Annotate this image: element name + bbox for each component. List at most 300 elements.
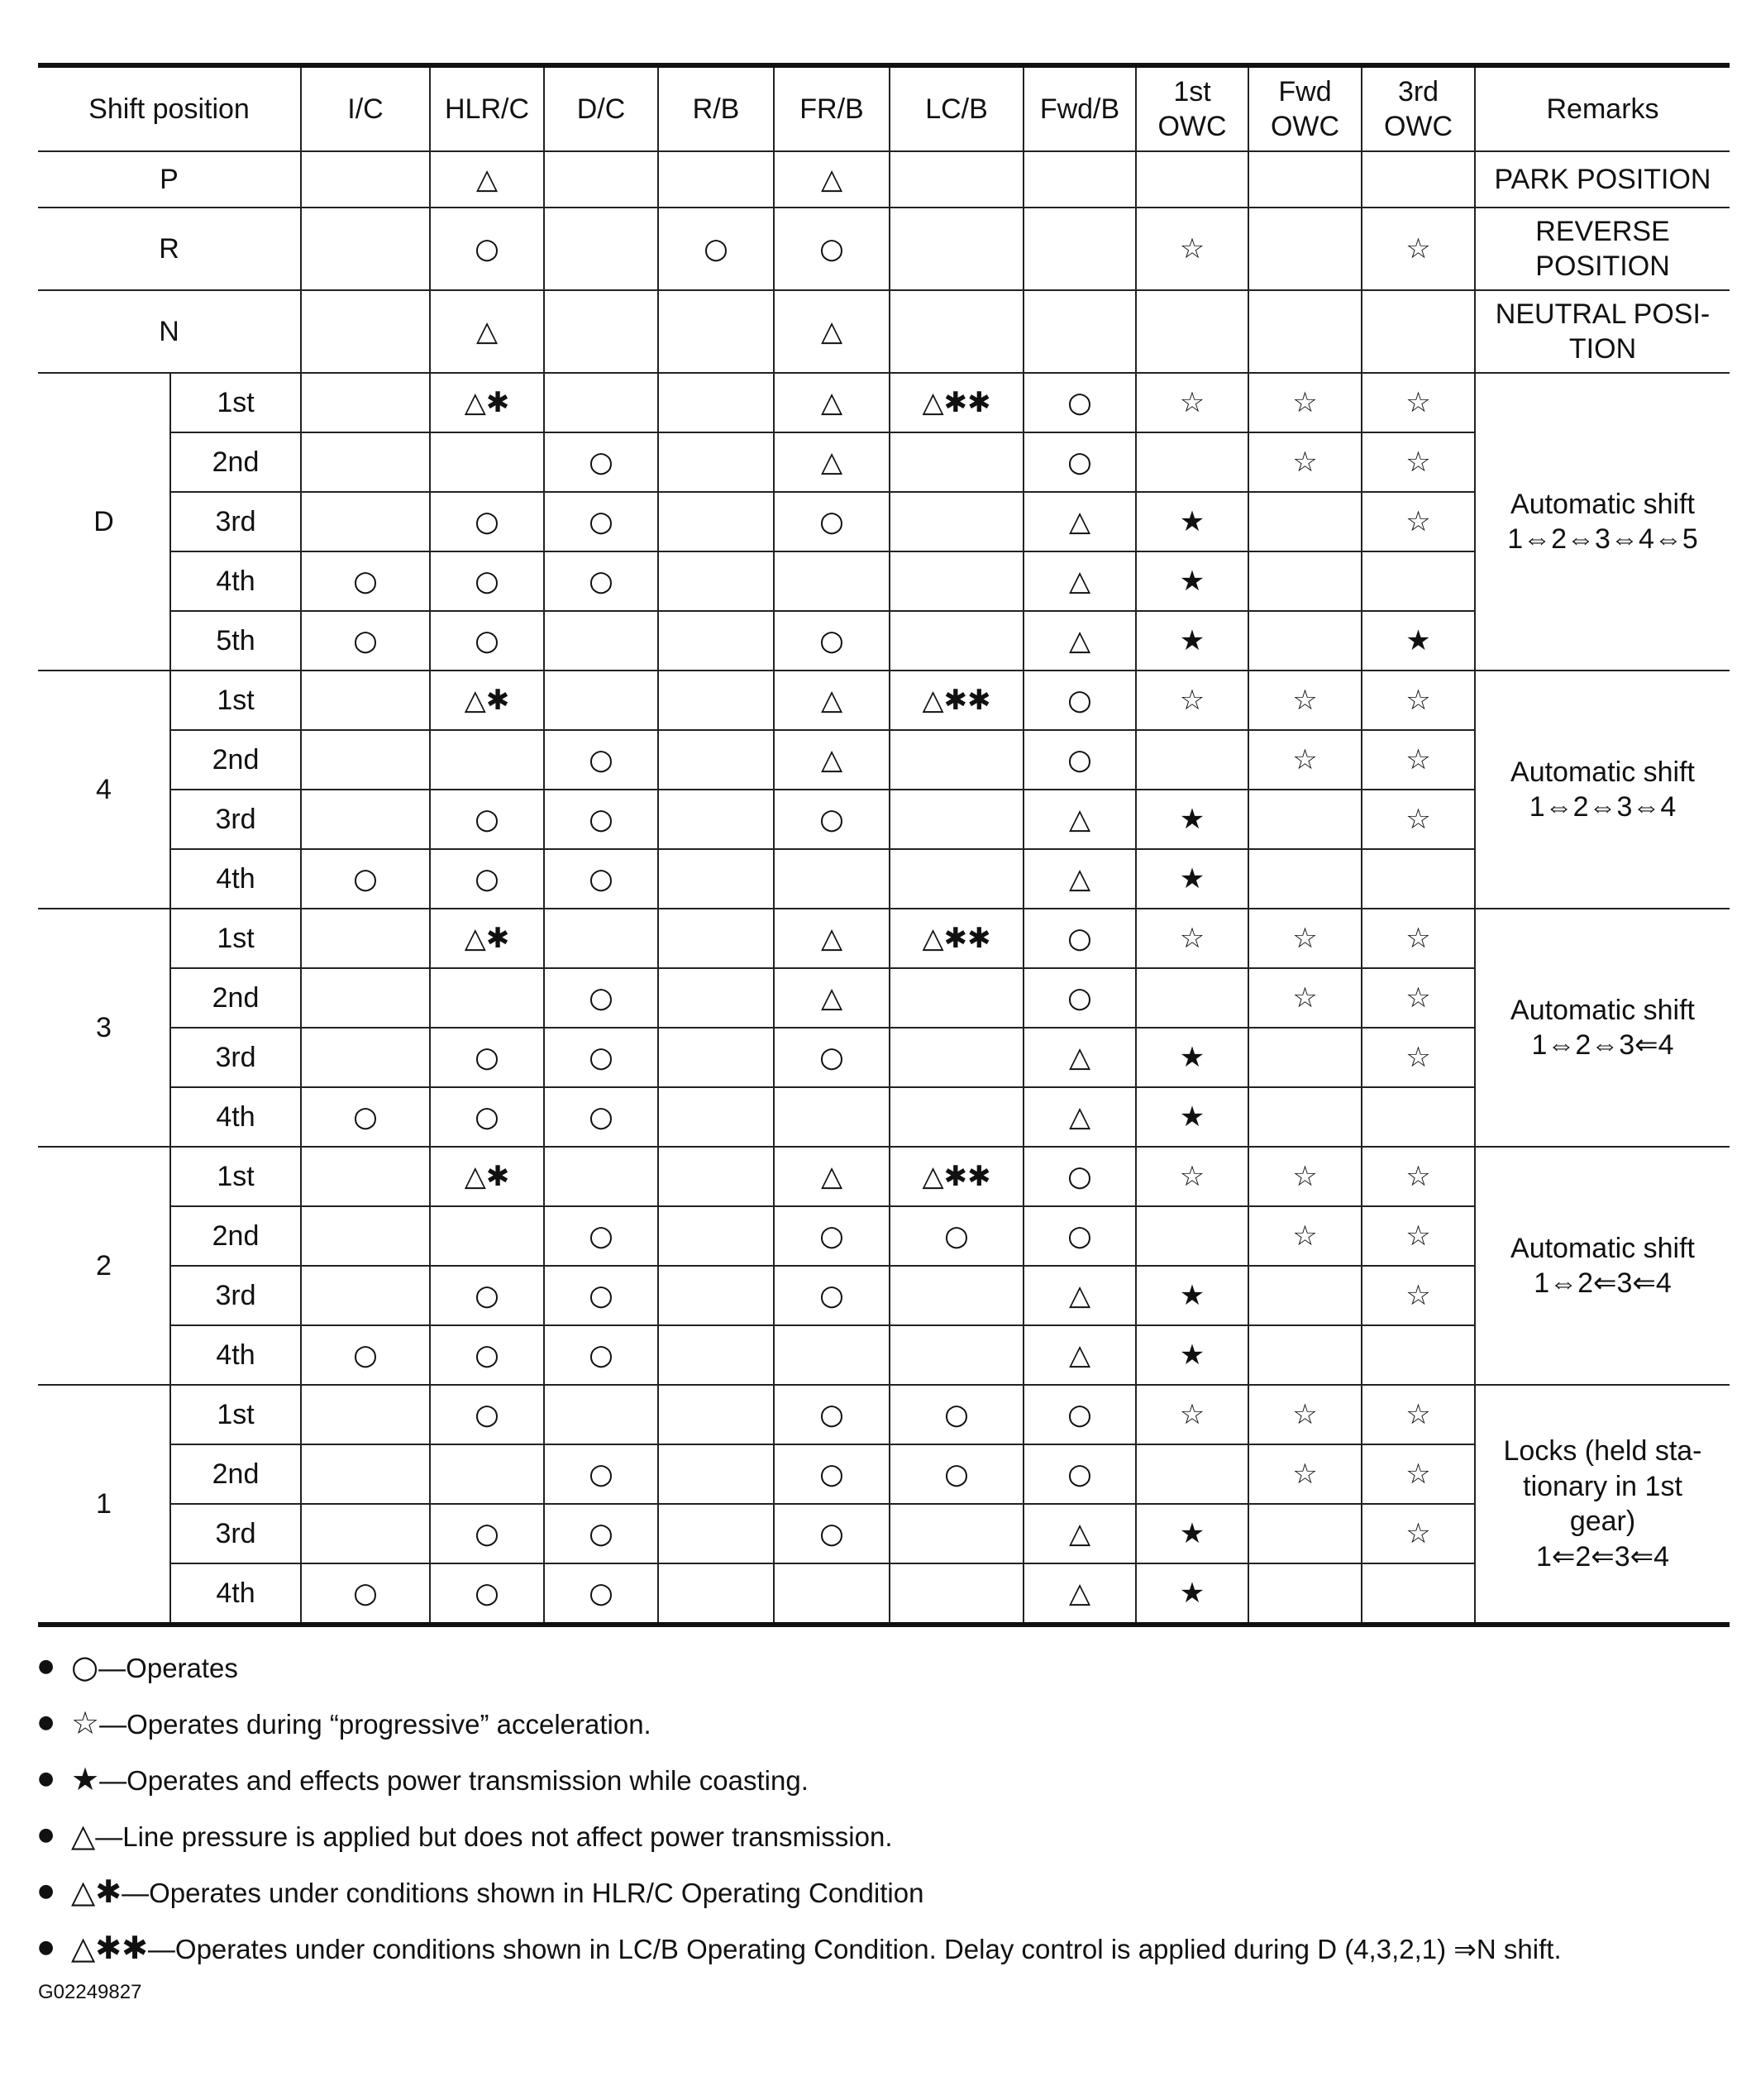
element-status-cell xyxy=(1136,1444,1248,1504)
element-status-cell: ○ xyxy=(301,1325,430,1385)
element-status-cell xyxy=(774,849,890,909)
gear-cell: 3rd xyxy=(170,492,301,551)
element-status-cell xyxy=(1248,151,1362,208)
col-header: I/C xyxy=(301,65,430,151)
element-status-cell xyxy=(658,290,774,373)
element-status-cell: ○ xyxy=(890,1206,1024,1266)
element-status-cell xyxy=(658,1325,774,1385)
element-status-cell: △✱ xyxy=(430,1147,544,1206)
element-status-cell: ○ xyxy=(544,1504,658,1563)
element-status-cell xyxy=(1248,208,1362,290)
figure-id: G02249827 xyxy=(38,1981,142,2003)
element-status-cell: ★ xyxy=(1136,611,1248,671)
element-status-cell xyxy=(890,1087,1024,1147)
element-status-cell xyxy=(301,208,430,290)
element-status-cell: ○ xyxy=(544,790,658,849)
element-status-cell xyxy=(301,290,430,373)
element-status-cell xyxy=(1248,1087,1362,1147)
element-status-cell: △ xyxy=(1024,1028,1136,1087)
element-status-cell xyxy=(301,1028,430,1087)
header-row xyxy=(38,65,1730,151)
element-status-cell xyxy=(1362,290,1475,373)
element-status-cell: ★ xyxy=(1136,1563,1248,1625)
legend-text: —Operates xyxy=(98,1653,238,1683)
element-status-cell xyxy=(658,432,774,492)
legend-text: —Operates during “progressive” acceleration. xyxy=(99,1709,651,1740)
element-status-cell: ★ xyxy=(1136,1028,1248,1087)
element-status-cell: ○ xyxy=(1024,1385,1136,1444)
element-status-cell xyxy=(301,1504,430,1563)
table-row xyxy=(38,909,1730,968)
element-status-cell xyxy=(890,1325,1024,1385)
element-status-cell xyxy=(430,432,544,492)
element-status-cell xyxy=(1136,432,1248,492)
element-status-cell: ○ xyxy=(430,208,544,290)
element-status-cell: ○ xyxy=(430,611,544,671)
col-header: D/C xyxy=(544,65,658,151)
element-status-cell: ○ xyxy=(1024,968,1136,1028)
element-status-cell xyxy=(890,290,1024,373)
remarks-cell: PARK POSITION xyxy=(1475,151,1730,208)
element-status-cell: ☆ xyxy=(1248,1385,1362,1444)
element-status-cell: ○ xyxy=(890,1385,1024,1444)
element-status-cell: ○ xyxy=(544,730,658,790)
element-status-cell xyxy=(301,373,430,432)
element-status-cell xyxy=(890,432,1024,492)
element-status-cell xyxy=(301,1385,430,1444)
legend-item xyxy=(38,1864,1730,1920)
legend-symbol: ☆ xyxy=(71,1705,100,1741)
element-status-cell xyxy=(1248,1563,1362,1625)
element-status-cell xyxy=(658,1563,774,1625)
element-status-cell: ○ xyxy=(544,551,658,611)
element-status-cell xyxy=(658,1028,774,1087)
element-status-cell: △ xyxy=(1024,1266,1136,1325)
element-status-cell: ★ xyxy=(1136,551,1248,611)
element-status-cell: △ xyxy=(1024,1504,1136,1563)
element-status-cell: ☆ xyxy=(1136,1385,1248,1444)
element-status-cell: ○ xyxy=(544,432,658,492)
element-status-cell xyxy=(544,611,658,671)
legend-symbol: △✱✱ xyxy=(71,1930,148,1966)
element-status-cell: ☆ xyxy=(1362,730,1475,790)
shift-position-cell: R xyxy=(38,208,301,290)
element-status-cell: ○ xyxy=(430,849,544,909)
element-status-cell: ○ xyxy=(430,790,544,849)
element-status-cell xyxy=(544,373,658,432)
element-status-cell: ○ xyxy=(301,849,430,909)
element-status-cell xyxy=(890,611,1024,671)
element-status-cell: ☆ xyxy=(1248,1147,1362,1206)
element-status-cell xyxy=(1024,208,1136,290)
element-status-cell xyxy=(890,551,1024,611)
element-status-cell: ○ xyxy=(1024,671,1136,730)
element-status-cell xyxy=(658,492,774,551)
element-status-cell xyxy=(301,909,430,968)
element-status-cell: △✱✱ xyxy=(890,671,1024,730)
element-status-cell xyxy=(890,968,1024,1028)
element-status-cell xyxy=(1136,1206,1248,1266)
element-status-cell: ○ xyxy=(544,1444,658,1504)
element-status-cell xyxy=(544,1147,658,1206)
element-status-cell: ○ xyxy=(1024,1147,1136,1206)
gear-cell: 2nd xyxy=(170,730,301,790)
gear-cell: 4th xyxy=(170,1563,301,1625)
element-status-cell: ○ xyxy=(430,1504,544,1563)
gear-cell: 3rd xyxy=(170,790,301,849)
gear-cell: 4th xyxy=(170,1087,301,1147)
element-status-cell xyxy=(301,1147,430,1206)
element-status-cell: ☆ xyxy=(1248,373,1362,432)
element-status-cell xyxy=(774,1087,890,1147)
element-status-cell: ☆ xyxy=(1136,373,1248,432)
element-status-cell: ○ xyxy=(430,1325,544,1385)
element-status-cell: ☆ xyxy=(1362,1504,1475,1563)
element-status-cell xyxy=(774,1563,890,1625)
col-header: 1st OWC xyxy=(1136,65,1248,151)
element-status-cell xyxy=(890,492,1024,551)
element-status-cell xyxy=(658,151,774,208)
element-status-cell xyxy=(544,909,658,968)
element-status-cell xyxy=(658,551,774,611)
element-status-cell xyxy=(301,730,430,790)
remarks-header: Remarks xyxy=(1475,65,1730,151)
element-status-cell: ○ xyxy=(774,1444,890,1504)
element-status-cell: ★ xyxy=(1362,611,1475,671)
element-status-cell: △ xyxy=(774,290,890,373)
shift-position-cell: 4 xyxy=(38,671,170,909)
element-status-cell: ☆ xyxy=(1362,492,1475,551)
element-status-cell: ○ xyxy=(890,1444,1024,1504)
element-status-cell xyxy=(1024,290,1136,373)
element-status-cell: ○ xyxy=(430,1087,544,1147)
element-status-cell: ★ xyxy=(1136,849,1248,909)
element-status-cell: △ xyxy=(774,432,890,492)
element-status-cell: ☆ xyxy=(1248,909,1362,968)
element-status-cell xyxy=(890,1504,1024,1563)
element-status-cell: ☆ xyxy=(1362,1147,1475,1206)
gear-cell: 2nd xyxy=(170,1206,301,1266)
element-status-cell xyxy=(1248,611,1362,671)
element-status-cell: ○ xyxy=(774,208,890,290)
element-status-cell: ○ xyxy=(544,1206,658,1266)
element-status-cell xyxy=(1248,551,1362,611)
clutch-brake-operation-table xyxy=(38,63,1730,1627)
element-status-cell: ○ xyxy=(774,611,890,671)
element-status-cell: ★ xyxy=(1136,1087,1248,1147)
legend-symbol: △✱ xyxy=(71,1873,122,1910)
element-status-cell: ☆ xyxy=(1362,909,1475,968)
element-status-cell: ○ xyxy=(1024,1444,1136,1504)
element-status-cell xyxy=(301,432,430,492)
element-status-cell xyxy=(1136,151,1248,208)
element-status-cell xyxy=(544,290,658,373)
element-status-cell: △ xyxy=(774,151,890,208)
element-status-cell: ○ xyxy=(774,492,890,551)
element-status-cell xyxy=(301,1206,430,1266)
element-status-cell xyxy=(658,1206,774,1266)
element-status-cell: ☆ xyxy=(1248,432,1362,492)
shift-position-cell: 1 xyxy=(38,1385,170,1625)
element-status-cell xyxy=(1136,968,1248,1028)
col-header: R/B xyxy=(658,65,774,151)
element-status-cell xyxy=(890,208,1024,290)
element-status-cell: ○ xyxy=(774,1385,890,1444)
element-status-cell: ○ xyxy=(658,208,774,290)
element-status-cell: △ xyxy=(1024,611,1136,671)
element-status-cell: ○ xyxy=(544,849,658,909)
table-row xyxy=(38,151,1730,208)
legend-item xyxy=(38,1807,1730,1864)
element-status-cell: △ xyxy=(430,151,544,208)
element-status-cell xyxy=(658,671,774,730)
gear-cell: 4th xyxy=(170,1325,301,1385)
element-status-cell xyxy=(430,730,544,790)
element-status-cell: ☆ xyxy=(1362,671,1475,730)
element-status-cell xyxy=(1248,1504,1362,1563)
element-status-cell xyxy=(658,909,774,968)
element-status-cell xyxy=(658,373,774,432)
element-status-cell xyxy=(301,492,430,551)
element-status-cell xyxy=(301,790,430,849)
element-status-cell xyxy=(658,790,774,849)
element-status-cell: ☆ xyxy=(1248,730,1362,790)
legend-text: —Operates under conditions shown in LC/B Operating Condition. Delay control is applied during D (4,3,2,1) ⇒N shift. xyxy=(147,1934,1562,1964)
element-status-cell: ★ xyxy=(1136,1504,1248,1563)
gear-cell: 4th xyxy=(170,849,301,909)
element-status-cell xyxy=(1024,151,1136,208)
element-status-cell xyxy=(890,790,1024,849)
element-status-cell: ○ xyxy=(774,1206,890,1266)
element-status-cell: ☆ xyxy=(1362,432,1475,492)
col-header: LC/B xyxy=(890,65,1024,151)
legend-symbol: ★ xyxy=(71,1761,100,1797)
gear-cell: 1st xyxy=(170,671,301,730)
element-status-cell: ○ xyxy=(1024,730,1136,790)
gear-cell: 3rd xyxy=(170,1504,301,1563)
table-row xyxy=(38,1147,1730,1206)
element-status-cell xyxy=(430,968,544,1028)
shift-position-cell: P xyxy=(38,151,301,208)
element-status-cell: ○ xyxy=(544,492,658,551)
element-status-cell: △ xyxy=(1024,1087,1136,1147)
element-status-cell: △✱✱ xyxy=(890,909,1024,968)
element-status-cell: ★ xyxy=(1136,492,1248,551)
element-status-cell: △✱ xyxy=(430,373,544,432)
legend-text: —Operates under conditions shown in HLR/C Operating Condition xyxy=(122,1878,924,1908)
element-status-cell: ☆ xyxy=(1362,1266,1475,1325)
remarks-cell: NEUTRAL POSI- TION xyxy=(1475,290,1730,373)
element-status-cell xyxy=(301,1444,430,1504)
element-status-cell: ○ xyxy=(544,1028,658,1087)
element-status-cell xyxy=(890,1563,1024,1625)
table-row xyxy=(38,1385,1730,1444)
element-status-cell: ○ xyxy=(544,1266,658,1325)
element-status-cell: ○ xyxy=(430,551,544,611)
gear-cell: 3rd xyxy=(170,1028,301,1087)
legend-text: —Operates and effects power transmission while coasting. xyxy=(99,1765,809,1796)
element-status-cell: △ xyxy=(1024,551,1136,611)
element-status-cell: ○ xyxy=(1024,373,1136,432)
legend-item xyxy=(38,1695,1730,1751)
remarks-cell: Automatic shift 1⇔2⇔3⇔4⇔5 xyxy=(1475,373,1730,671)
element-status-cell: △ xyxy=(774,909,890,968)
element-status-cell: ☆ xyxy=(1362,968,1475,1028)
element-status-cell xyxy=(658,1444,774,1504)
gear-cell: 3rd xyxy=(170,1266,301,1325)
element-status-cell: ☆ xyxy=(1136,909,1248,968)
gear-cell: 2nd xyxy=(170,968,301,1028)
element-status-cell: ☆ xyxy=(1248,968,1362,1028)
element-status-cell xyxy=(1362,1563,1475,1625)
element-status-cell: △ xyxy=(774,671,890,730)
element-status-cell: ☆ xyxy=(1362,373,1475,432)
element-status-cell xyxy=(544,208,658,290)
table-row xyxy=(38,671,1730,730)
element-status-cell xyxy=(774,551,890,611)
element-status-cell: ○ xyxy=(774,1504,890,1563)
element-status-cell xyxy=(658,730,774,790)
gear-cell: 1st xyxy=(170,1147,301,1206)
element-status-cell: ○ xyxy=(430,1028,544,1087)
element-status-cell: △ xyxy=(1024,1563,1136,1625)
element-status-cell xyxy=(890,1266,1024,1325)
element-status-cell: ○ xyxy=(544,1087,658,1147)
element-status-cell xyxy=(890,1028,1024,1087)
element-status-cell xyxy=(1248,492,1362,551)
element-status-cell: ○ xyxy=(774,1266,890,1325)
legend-symbol: ○ xyxy=(71,1649,99,1685)
element-status-cell xyxy=(544,671,658,730)
element-status-cell: △ xyxy=(774,968,890,1028)
element-status-cell: ☆ xyxy=(1248,1444,1362,1504)
col-header: FR/B xyxy=(774,65,890,151)
legend-text: —Line pressure is applied but does not affect power transmission. xyxy=(95,1821,893,1852)
element-status-cell: ○ xyxy=(430,1563,544,1625)
element-status-cell: ○ xyxy=(1024,1206,1136,1266)
element-status-cell xyxy=(1362,849,1475,909)
element-status-cell xyxy=(1248,290,1362,373)
element-status-cell: ○ xyxy=(544,1325,658,1385)
legend-item xyxy=(38,1639,1730,1695)
col-header: Fwd/B xyxy=(1024,65,1136,151)
gear-cell: 4th xyxy=(170,551,301,611)
table-row xyxy=(38,208,1730,290)
element-status-cell xyxy=(890,151,1024,208)
element-status-cell: ☆ xyxy=(1362,790,1475,849)
element-status-cell xyxy=(301,671,430,730)
element-status-cell xyxy=(544,1385,658,1444)
element-status-cell: ★ xyxy=(1136,1266,1248,1325)
col-header: 3rd OWC xyxy=(1362,65,1475,151)
element-status-cell: ☆ xyxy=(1362,208,1475,290)
col-header: HLR/C xyxy=(430,65,544,151)
symbol-legend xyxy=(38,1639,1730,1976)
element-status-cell: ○ xyxy=(430,1266,544,1325)
element-status-cell xyxy=(301,1266,430,1325)
remarks-cell: Automatic shift 1⇔2⇔3⇐4 xyxy=(1475,909,1730,1147)
table-row xyxy=(38,373,1730,432)
shift-position-cell: 2 xyxy=(38,1147,170,1385)
element-status-cell: ○ xyxy=(301,611,430,671)
element-status-cell: ○ xyxy=(544,1563,658,1625)
element-status-cell: ○ xyxy=(430,1385,544,1444)
gear-cell: 1st xyxy=(170,1385,301,1444)
element-status-cell xyxy=(1362,1087,1475,1147)
element-status-cell: ☆ xyxy=(1136,671,1248,730)
element-status-cell: △ xyxy=(1024,1325,1136,1385)
element-status-cell xyxy=(1248,1325,1362,1385)
shift-position-cell: 3 xyxy=(38,909,170,1147)
element-status-cell: △ xyxy=(430,290,544,373)
element-status-cell: ☆ xyxy=(1248,1206,1362,1266)
element-status-cell xyxy=(430,1444,544,1504)
remarks-cell: REVERSE POSITION xyxy=(1475,208,1730,290)
element-status-cell: ☆ xyxy=(1362,1444,1475,1504)
element-status-cell xyxy=(1248,1266,1362,1325)
gear-cell: 1st xyxy=(170,909,301,968)
element-status-cell: ★ xyxy=(1136,790,1248,849)
element-status-cell: △ xyxy=(1024,492,1136,551)
remarks-cell: Automatic shift 1⇔2⇔3⇔4 xyxy=(1475,671,1730,909)
element-status-cell: ○ xyxy=(301,1563,430,1625)
gear-cell: 2nd xyxy=(170,432,301,492)
element-status-cell xyxy=(658,611,774,671)
element-status-cell: △ xyxy=(1024,849,1136,909)
table-row xyxy=(38,290,1730,373)
element-status-cell: △✱ xyxy=(430,909,544,968)
element-status-cell: ○ xyxy=(301,1087,430,1147)
element-status-cell: ○ xyxy=(1024,432,1136,492)
element-status-cell xyxy=(658,849,774,909)
element-status-cell: ☆ xyxy=(1362,1028,1475,1087)
element-status-cell xyxy=(890,849,1024,909)
element-status-cell xyxy=(890,730,1024,790)
shift-position-cell: N xyxy=(38,290,301,373)
element-status-cell xyxy=(1362,1325,1475,1385)
element-status-cell xyxy=(1136,290,1248,373)
element-status-cell xyxy=(658,1266,774,1325)
col-header: Fwd OWC xyxy=(1248,65,1362,151)
element-status-cell: ○ xyxy=(774,790,890,849)
element-status-cell: ☆ xyxy=(1136,1147,1248,1206)
element-status-cell xyxy=(1362,151,1475,208)
element-status-cell xyxy=(658,1504,774,1563)
element-status-cell xyxy=(1248,849,1362,909)
legend-item xyxy=(38,1920,1730,1976)
element-status-cell: ☆ xyxy=(1248,671,1362,730)
element-status-cell: ☆ xyxy=(1362,1206,1475,1266)
legend-symbol: △ xyxy=(71,1817,96,1854)
element-status-cell xyxy=(774,1325,890,1385)
remarks-cell: Locks (held sta- tionary in 1st gear) 1⇐2⇐3⇐4 xyxy=(1475,1385,1730,1625)
element-status-cell: ○ xyxy=(430,492,544,551)
element-status-cell: △ xyxy=(774,1147,890,1206)
element-status-cell xyxy=(544,151,658,208)
element-status-cell xyxy=(658,968,774,1028)
element-status-cell xyxy=(1136,730,1248,790)
element-status-cell xyxy=(430,1206,544,1266)
shift-position-cell: D xyxy=(38,373,170,671)
element-status-cell xyxy=(1362,551,1475,611)
shift-position-header: Shift position xyxy=(38,65,301,151)
element-status-cell: ☆ xyxy=(1362,1385,1475,1444)
element-status-cell: △✱✱ xyxy=(890,1147,1024,1206)
element-status-cell xyxy=(301,968,430,1028)
element-status-cell: ☆ xyxy=(1136,208,1248,290)
document-page xyxy=(38,63,1730,2004)
element-status-cell: △✱ xyxy=(430,671,544,730)
